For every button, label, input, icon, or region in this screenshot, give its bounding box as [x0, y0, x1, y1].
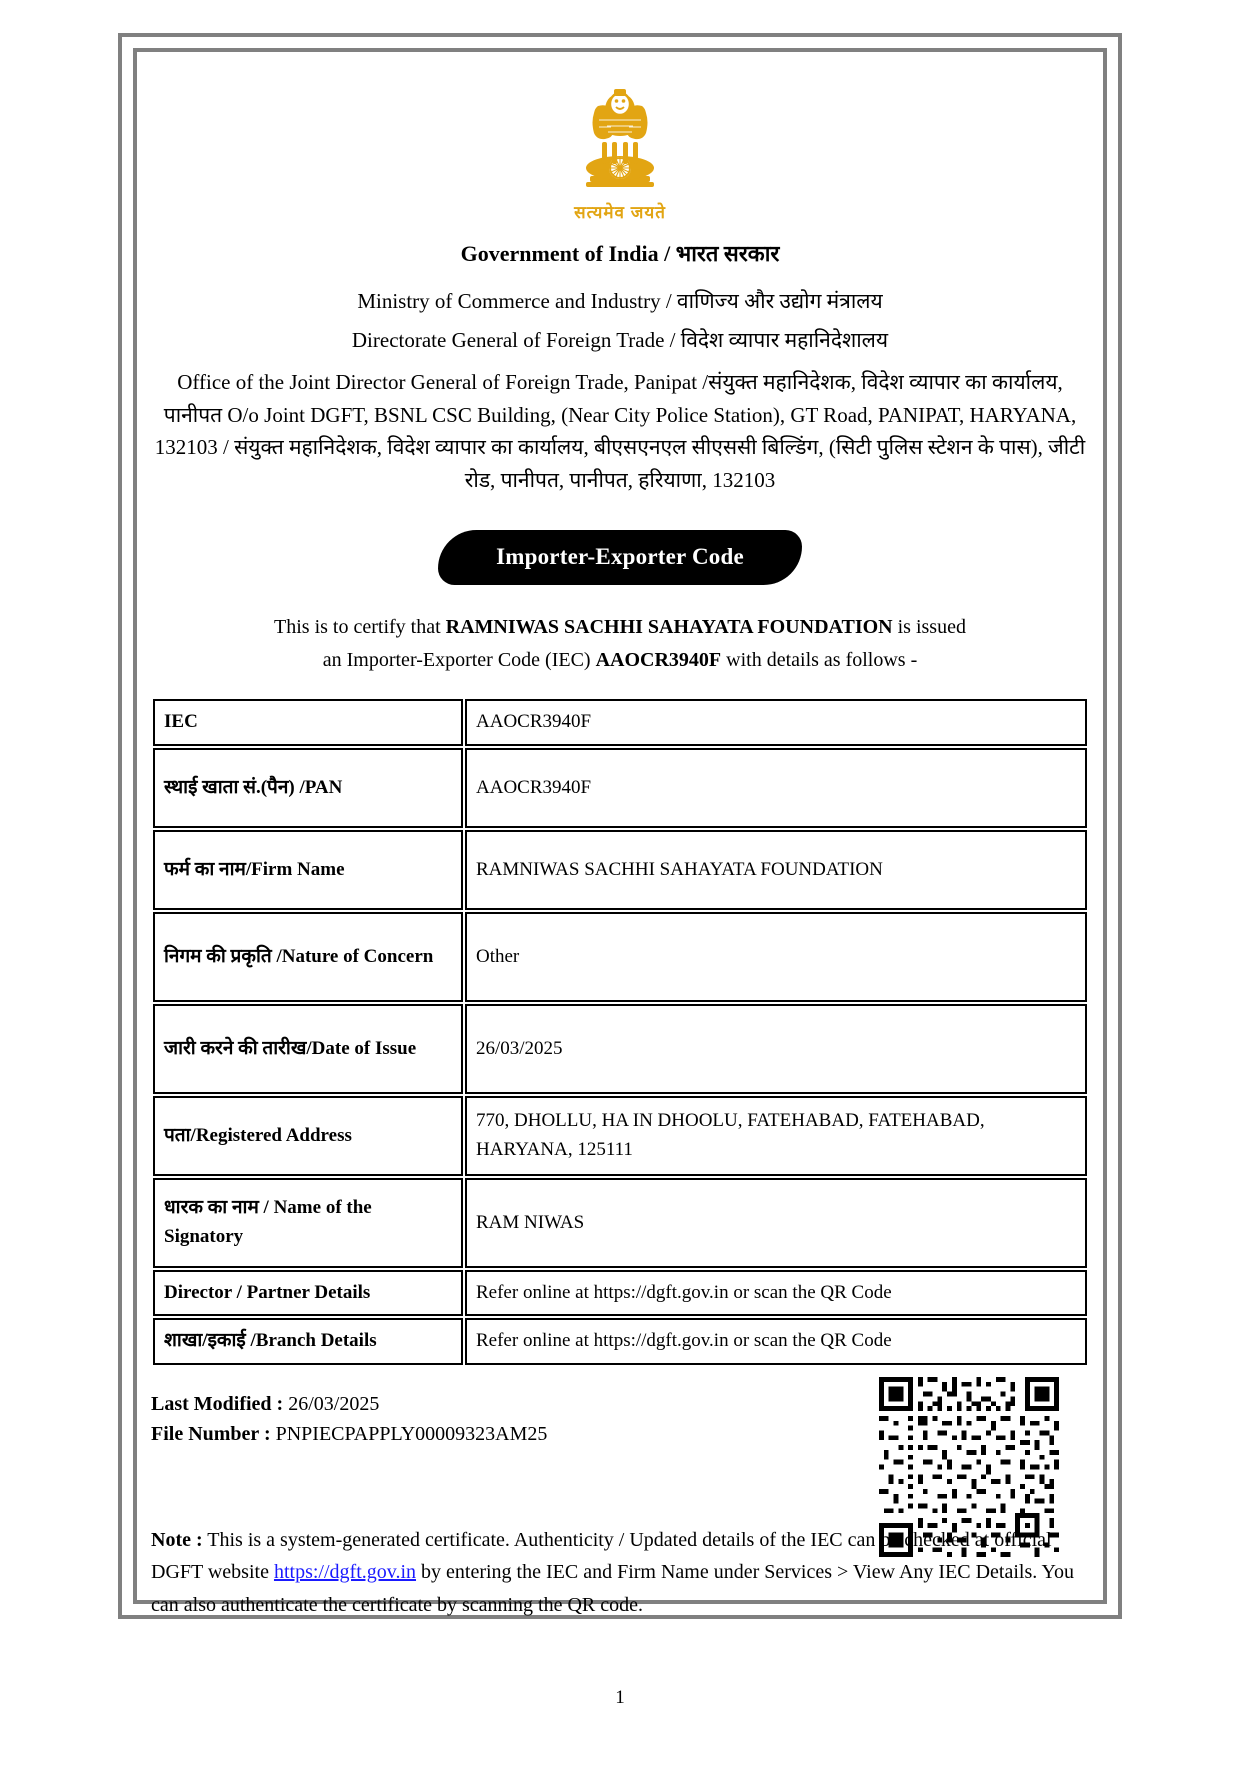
iec-details-table [151, 697, 1089, 1367]
certify-firm-name: RAMNIWAS SACHHI SAHAYATA FOUNDATION [445, 616, 893, 639]
certificate-content [137, 52, 1103, 1616]
note-block [151, 1524, 1089, 1621]
header-government: Government of India / भारत सरकार [460, 241, 780, 266]
emblem-block [151, 62, 1089, 223]
header-office-address [151, 366, 1089, 496]
row-label: Director / Partner Details [153, 1270, 463, 1317]
row-label: पता/Registered Address [153, 1096, 463, 1176]
table-row [153, 912, 1087, 1002]
table-row [153, 699, 1087, 746]
row-value: 770, DHOLLU, HA IN DHOOLU, FATEHABAD, FATEHABAD, HARYANA, 125111 [465, 1096, 1087, 1176]
certify-line1-pre: This is to certify that [274, 616, 446, 639]
certify-line-2 [151, 644, 1089, 677]
note-label: Note : [151, 1529, 203, 1551]
row-value: AAOCR3940F [465, 748, 1087, 828]
table-row [153, 1096, 1087, 1176]
certify-line2-pre: an Importer-Exporter Code (IEC) [322, 649, 596, 672]
row-value: Other [465, 912, 1087, 1002]
certify-paragraph [151, 611, 1089, 677]
row-value: Refer online at https://dgft.gov.in or scan the QR Code [465, 1318, 1087, 1365]
row-label: शाखा/इकाई /Branch Details [153, 1318, 463, 1365]
header-ministry: Ministry of Commerce and Industry / वाणिज्य और उद्योग मंत्रालय [357, 289, 883, 314]
state-emblem-icon [572, 80, 668, 202]
certify-line-1 [151, 611, 1089, 644]
importer-exporter-code-badge: Importer-Exporter Code [438, 530, 802, 585]
last-modified-label: Last Modified : [151, 1392, 284, 1415]
page-number: 1 [615, 1687, 625, 1708]
page-outer-border [118, 33, 1122, 1619]
row-label: निगम की प्रकृति /Nature of Concern [153, 912, 463, 1002]
emblem-motto: सत्यमेव जयते [574, 203, 666, 222]
table-row [153, 1270, 1087, 1317]
table-row [153, 830, 1087, 910]
table-row [153, 748, 1087, 828]
last-modified-value: 26/03/2025 [283, 1392, 380, 1415]
row-value: Refer online at https://dgft.gov.in or scan the QR Code [465, 1270, 1087, 1317]
file-number-label: File Number : [151, 1422, 271, 1445]
iec-badge-wrap [151, 530, 1089, 585]
note-part-2: by entering the IEC and Firm Name under Services > View Any IEC Details. You can also authenticate the certificate by scanning the QR code. [151, 1561, 1074, 1616]
header-directorate: Directorate General of Foreign Trade / विदेश व्यापार महानिदेशालय [351, 327, 889, 352]
office-line-1: Office of the Joint Director General of Foreign Trade, Panipat /संयुक्त महानिदेशक, विदेश व्यापार का कार्यालय, पानीपत [163, 370, 1063, 427]
certify-line2-post: with details as follows - [721, 649, 918, 672]
office-line-3: 132103 / संयुक्त महानिदेशक, विदेश व्यापार का कार्यालय, बीएसएनएल सीएससी बिल्डिंग, (सिटी पुलिस स्टेशन के पास), जीटी रोड, [154, 435, 1086, 492]
certify-line1-post: is issued [892, 616, 966, 639]
certify-iec-code: AAOCR3940F [595, 649, 722, 672]
office-line-4: पानीपत, पानीपत, हरियाणा, 132103 [500, 467, 776, 492]
row-value: RAM NIWAS [465, 1178, 1087, 1268]
table-row [153, 1318, 1087, 1365]
office-line-2: O/o Joint DGFT, BSNL CSC Building, (Near City Police Station), GT Road, PANIPAT, HARYANA, [227, 402, 1077, 427]
file-number-value: PNPIECPAPPLY00009323AM25 [270, 1422, 548, 1445]
dgft-website-link[interactable]: https://dgft.gov.in [273, 1561, 417, 1584]
table-row [153, 1004, 1087, 1094]
row-label: जारी करने की तारीख/Date of Issue [153, 1004, 463, 1094]
row-value: 26/03/2025 [465, 1004, 1087, 1094]
row-label: फर्म का नाम/Firm Name [153, 830, 463, 910]
row-value: RAMNIWAS SACHHI SAHAYATA FOUNDATION [465, 830, 1087, 910]
row-value: AAOCR3940F [465, 699, 1087, 746]
page-inner-border [133, 48, 1107, 1616]
row-label: IEC [153, 699, 463, 746]
row-label: धारक का नाम / Name of the Signatory [153, 1178, 463, 1268]
table-row [153, 1178, 1087, 1268]
note-part-1: This is a system-generated certificate. Authenticity / Updated details of the IEC can be checked at official DGFT website [151, 1529, 1052, 1584]
row-label: स्थाई खाता सं.(पैन) /PAN [153, 748, 463, 828]
